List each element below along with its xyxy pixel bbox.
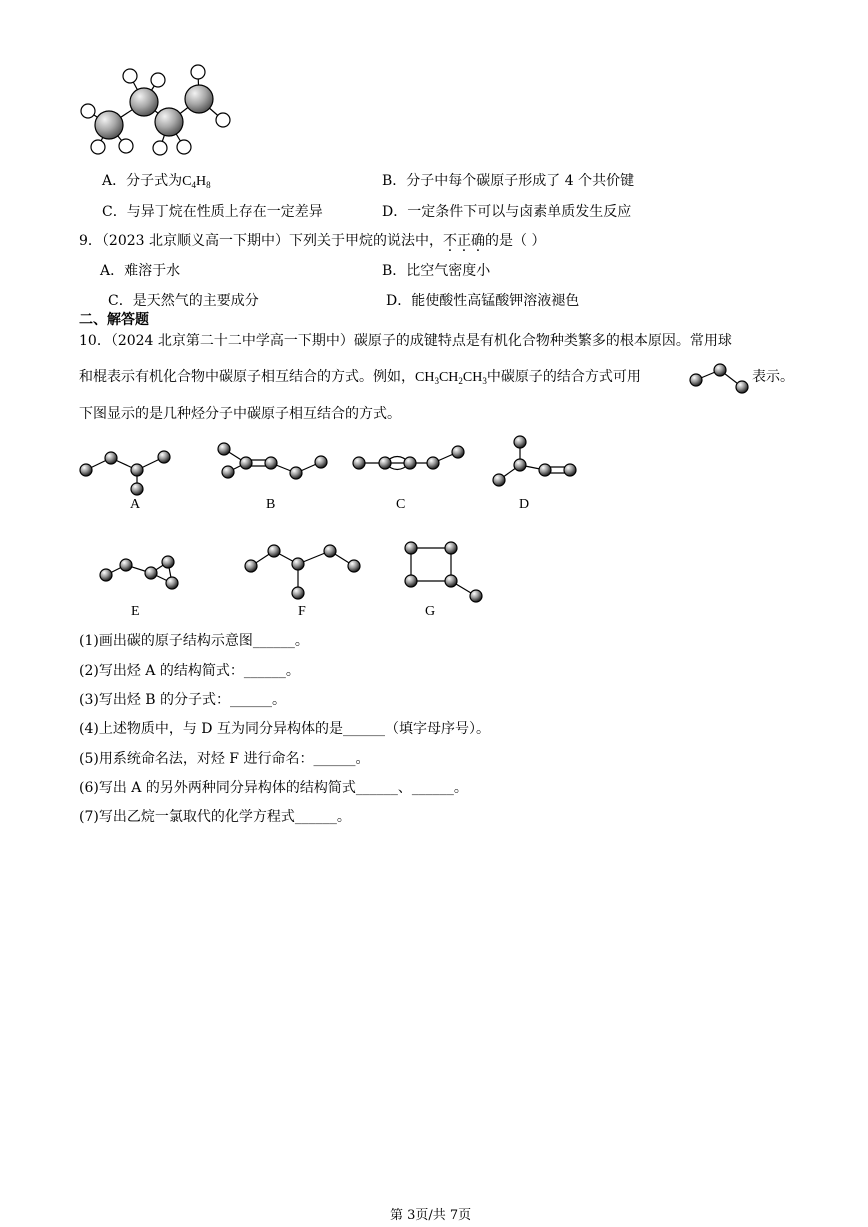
structure-e bbox=[100, 556, 178, 589]
q8-option-b: B．分子中每个碳原子形成了 4 个共价键 bbox=[382, 173, 635, 189]
label-b: B bbox=[266, 497, 276, 512]
sub-question-4: (4)上述物质中，与 D 互为同分异构体的是______（填字母序号）。 bbox=[79, 721, 490, 737]
q10-line-1: 10．（2024 北京第二十二中学高一下期中）碳原子的成键特点是有机化合物种类繁多的根本原因。常用球 bbox=[79, 333, 732, 349]
q9-option-b: B．比空气密度小 bbox=[382, 263, 491, 279]
label-e: E bbox=[131, 604, 140, 619]
label-a: A bbox=[130, 497, 141, 512]
q9-option-c: C．是天然气的主要成分 bbox=[108, 293, 259, 309]
q10-line-3: 下图显示的是几种烃分子中碳原子相互结合的方式。 bbox=[79, 406, 401, 422]
sub-question-2: (2)写出烃 A 的结构简式：______。 bbox=[79, 663, 300, 679]
label-g: G bbox=[425, 604, 436, 619]
structure-c bbox=[353, 446, 464, 470]
q8-option-c: C．与异丁烷在性质上存在一定差异 bbox=[102, 204, 323, 220]
q8-option-a: A．分子式为$C_4H_8$ bbox=[102, 173, 211, 190]
sub-question-3: (3)写出烃 B 的分子式：______。 bbox=[79, 692, 287, 708]
q10-line-2: 和棍表示有机化合物中碳原子相互结合的方式。例如，$CH_3CH_2CH_3$中碳原子的结合方式可用 bbox=[79, 369, 641, 386]
label-c: C bbox=[396, 497, 406, 512]
sub-question-7: (7)写出乙烷一氯取代的化学方程式______。 bbox=[79, 809, 351, 825]
label-d: D bbox=[519, 497, 530, 512]
section-heading: 二、解答题 bbox=[79, 312, 149, 328]
structure-a bbox=[80, 451, 170, 495]
structure-b bbox=[218, 443, 327, 479]
q10-line-2-end: 表示。 bbox=[752, 369, 794, 385]
label-f: F bbox=[298, 604, 306, 619]
q8-option-d: D．一定条件下可以与卤素单质发生反应 bbox=[382, 204, 632, 220]
sub-question-6: (6)写出 A 的另外两种同分异构体的结构简式______、______。 bbox=[79, 780, 468, 796]
q9-option-d: D．能使酸性高锰酸钾溶液褪色 bbox=[386, 293, 580, 309]
sub-question-5: (5)用系统命名法，对烃 F 进行命名：______。 bbox=[79, 751, 370, 767]
page-footer: 第 3页/共 7页 bbox=[390, 1208, 472, 1223]
structure-g bbox=[405, 542, 482, 602]
structure-f bbox=[245, 545, 360, 599]
q9-stem: 9．（2023 北京顺义高一下期中）下列关于甲烷的说法中，不正确的是（ ） bbox=[79, 233, 546, 249]
sub-question-1: (1)画出碳的原子结构示意图______。 bbox=[79, 633, 309, 649]
q9-option-a: A．难溶于水 bbox=[100, 263, 181, 279]
structure-d bbox=[493, 436, 576, 486]
